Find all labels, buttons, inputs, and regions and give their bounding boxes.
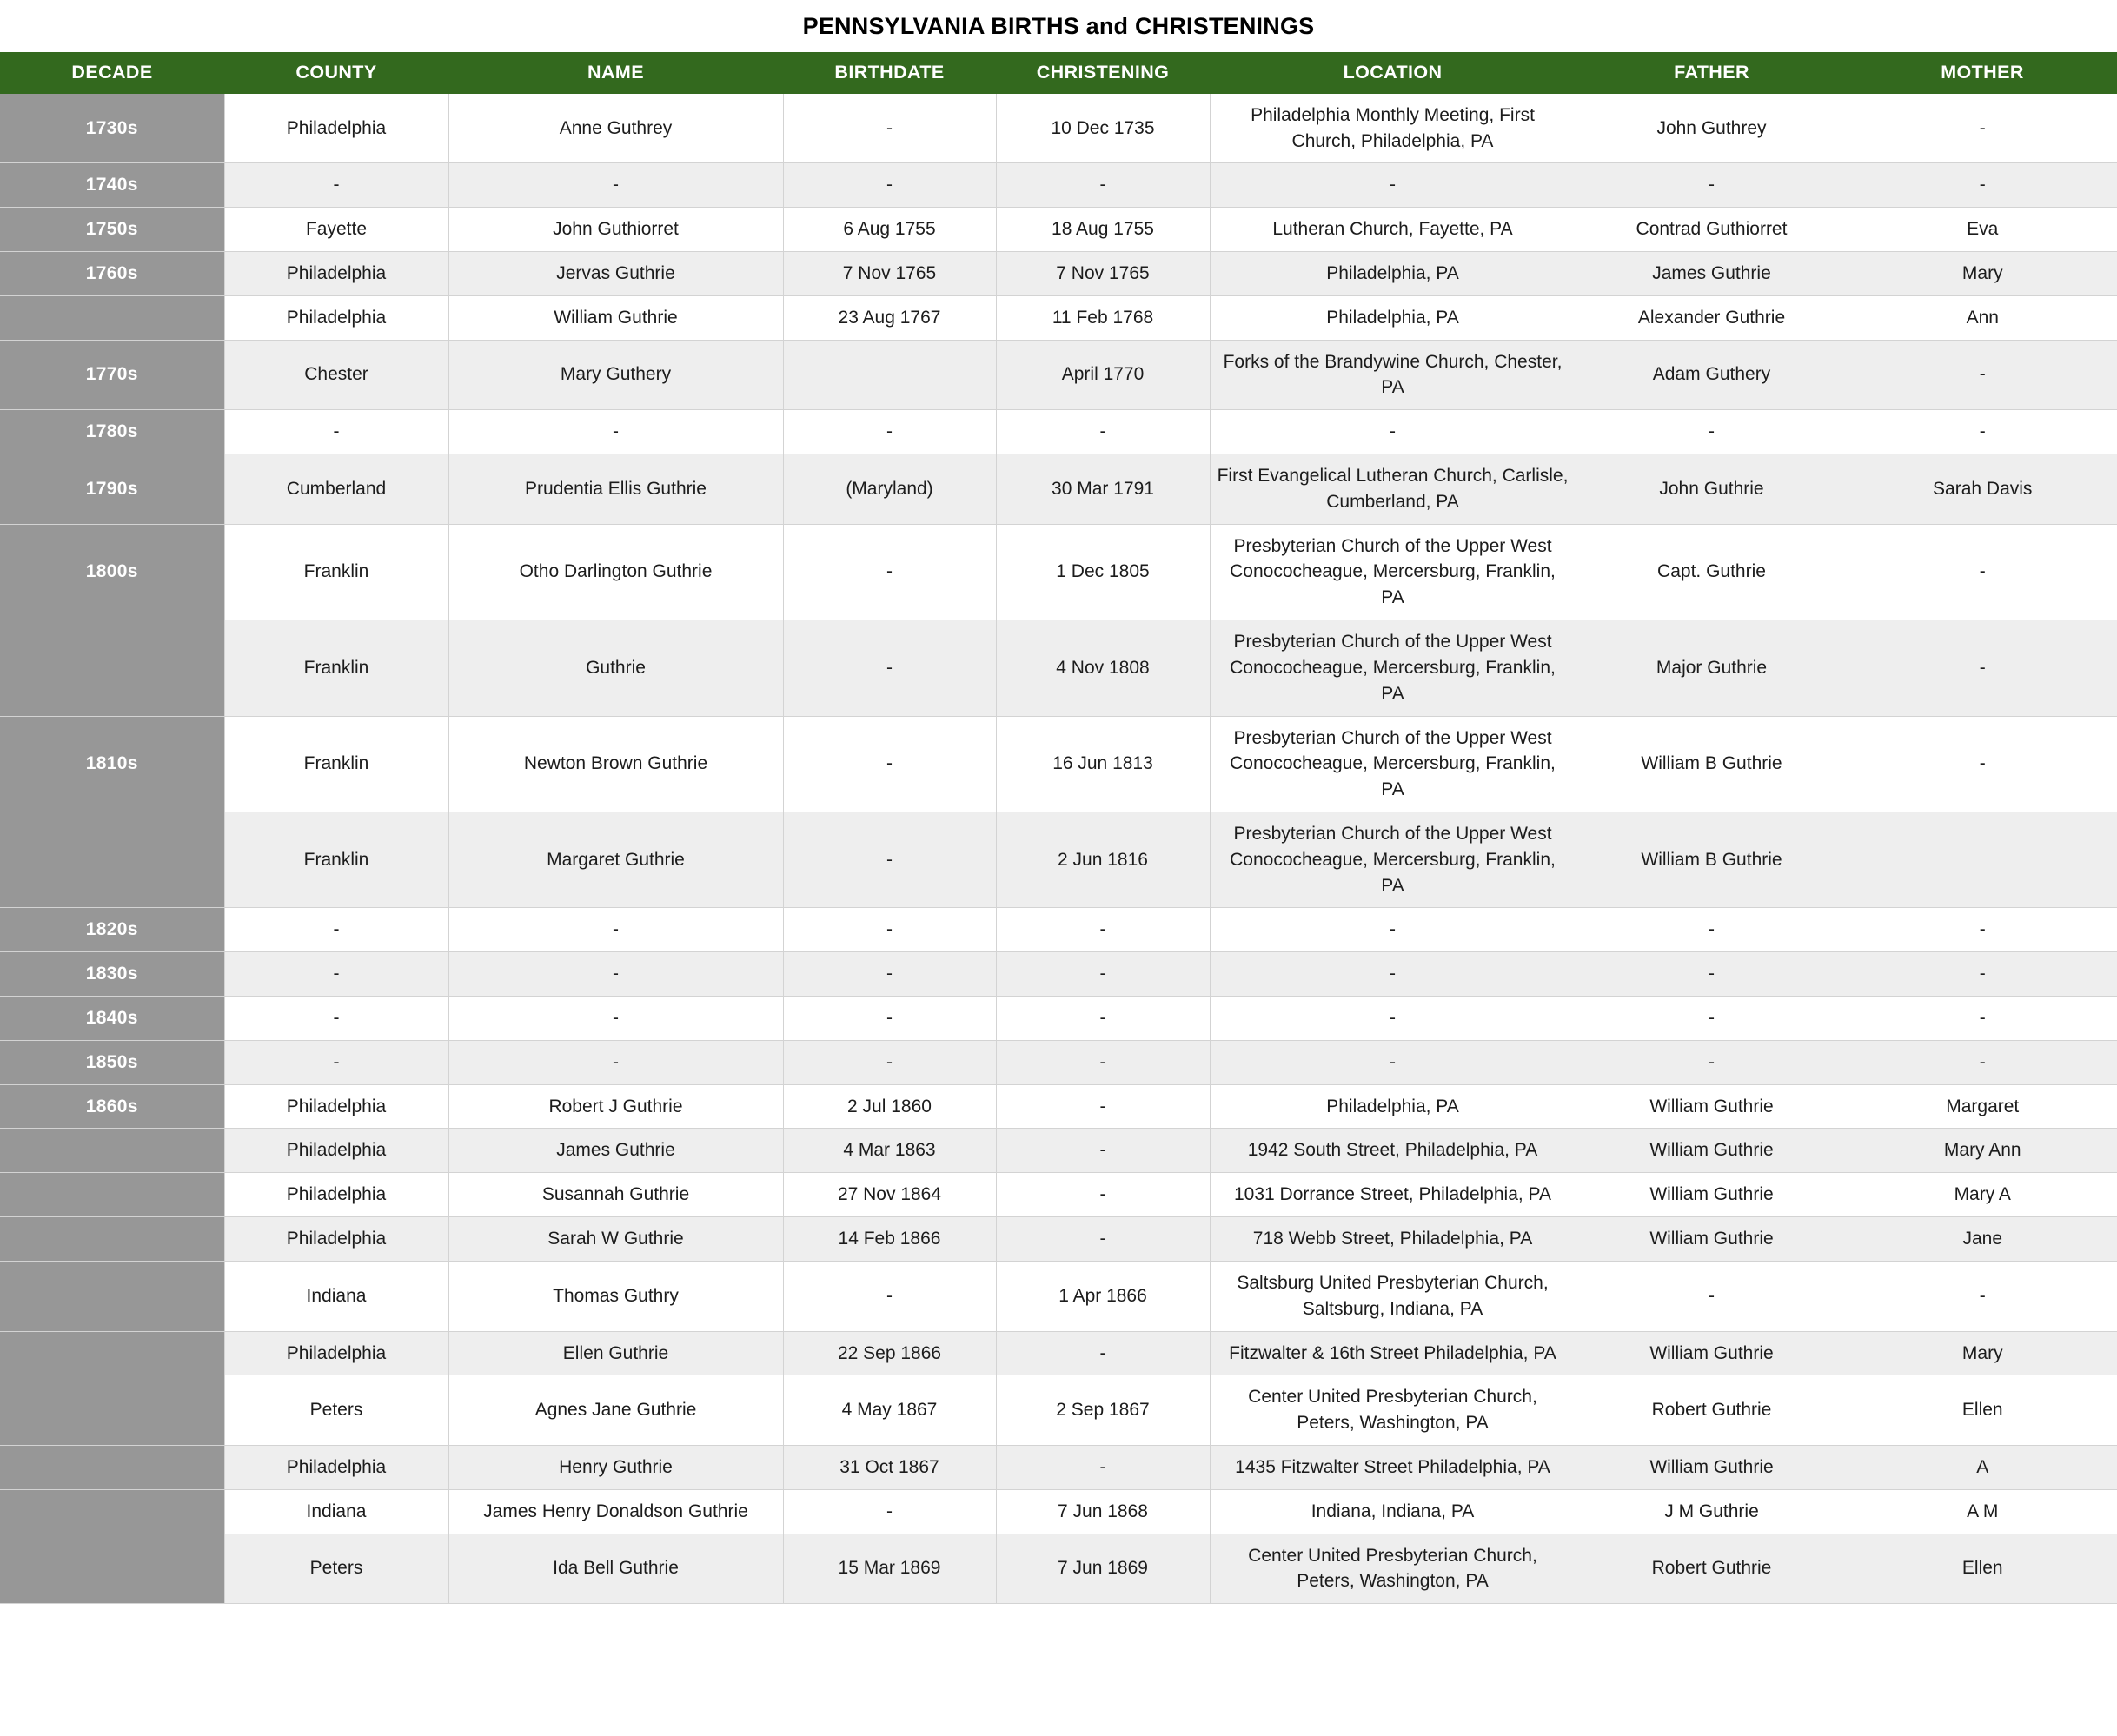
table-row [0,1375,2117,1446]
cell-christening: - [996,952,1210,997]
decade-spacer [0,1445,224,1489]
cell-location: - [1210,908,1576,952]
table-row [0,1040,2117,1084]
cell-county: Fayette [224,208,448,252]
decade-spacer [0,1217,224,1262]
cell-father: William Guthrie [1576,1173,1848,1217]
cell-father: - [1576,1040,1848,1084]
cell-father: James Guthrie [1576,251,1848,295]
cell-name: James Henry Donaldson Guthrie [448,1489,783,1534]
cell-mother: Jane [1848,1217,2117,1262]
cell-name: Prudentia Ellis Guthrie [448,454,783,525]
cell-name: Thomas Guthry [448,1261,783,1331]
column-header-christening[interactable]: CHRISTENING [996,52,1210,94]
cell-location: Presbyterian Church of the Upper West Conococheague, Mercersburg, Franklin, PA [1210,524,1576,620]
cell-birthdate: - [783,94,996,163]
table-row [0,908,2117,952]
cell-county: Philadelphia [224,1173,448,1217]
cell-birthdate: 27 Nov 1864 [783,1173,996,1217]
cell-location: - [1210,997,1576,1041]
cell-name: Susannah Guthrie [448,1173,783,1217]
table-row [0,251,2117,295]
cell-christening: 4 Nov 1808 [996,620,1210,716]
cell-location: - [1210,163,1576,208]
cell-name: Ida Bell Guthrie [448,1534,783,1604]
cell-father: Contrad Guthiorret [1576,208,1848,252]
table-body [0,94,2117,1604]
cell-christening: 10 Dec 1735 [996,94,1210,163]
cell-name: Mary Guthery [448,340,783,410]
cell-mother: - [1848,716,2117,812]
cell-christening: April 1770 [996,340,1210,410]
column-header-mother[interactable]: MOTHER [1848,52,2117,94]
cell-mother: A [1848,1445,2117,1489]
decade-label: 1810s [0,716,224,812]
cell-father: John Guthrey [1576,94,1848,163]
cell-county: - [224,1040,448,1084]
cell-location: 1942 South Street, Philadelphia, PA [1210,1129,1576,1173]
decade-label: 1770s [0,340,224,410]
cell-father: Major Guthrie [1576,620,1848,716]
cell-mother: - [1848,1261,2117,1331]
cell-birthdate [783,340,996,410]
table-header [0,52,2117,94]
cell-birthdate: - [783,1040,996,1084]
cell-county: Chester [224,340,448,410]
column-header-father[interactable]: FATHER [1576,52,1848,94]
table-row [0,952,2117,997]
cell-birthdate: - [783,997,996,1041]
table-row [0,1331,2117,1375]
cell-christening: - [996,1084,1210,1129]
cell-county: Franklin [224,620,448,716]
cell-mother: Mary [1848,1331,2117,1375]
cell-county: Franklin [224,524,448,620]
cell-christening: 7 Jun 1869 [996,1534,1210,1604]
table-row [0,1534,2117,1604]
cell-christening: - [996,1217,1210,1262]
cell-location: Presbyterian Church of the Upper West Conococheague, Mercersburg, Franklin, PA [1210,812,1576,907]
cell-county: Franklin [224,812,448,907]
cell-birthdate: 23 Aug 1767 [783,295,996,340]
cell-mother: Ann [1848,295,2117,340]
cell-christening: - [996,1445,1210,1489]
cell-name: Anne Guthrey [448,94,783,163]
cell-father: William Guthrie [1576,1084,1848,1129]
cell-christening: 1 Dec 1805 [996,524,1210,620]
cell-name: - [448,163,783,208]
page-title: PENNSYLVANIA BIRTHS and CHRISTENINGS [802,13,1315,39]
cell-county: - [224,163,448,208]
cell-father: William B Guthrie [1576,716,1848,812]
cell-county: Philadelphia [224,1129,448,1173]
cell-christening: - [996,163,1210,208]
cell-location: Philadelphia Monthly Meeting, First Church, Philadelphia, PA [1210,94,1576,163]
cell-mother: - [1848,94,2117,163]
column-header-birthdate[interactable]: BIRTHDATE [783,52,996,94]
cell-birthdate: - [783,1489,996,1534]
decade-label: 1750s [0,208,224,252]
cell-location: Presbyterian Church of the Upper West Conococheague, Mercersburg, Franklin, PA [1210,716,1576,812]
table-row [0,163,2117,208]
cell-birthdate: - [783,716,996,812]
cell-name: Margaret Guthrie [448,812,783,907]
table-row [0,524,2117,620]
cell-mother: - [1848,340,2117,410]
cell-name: - [448,908,783,952]
cell-mother: - [1848,524,2117,620]
cell-father: John Guthrie [1576,454,1848,525]
table-row [0,1489,2117,1534]
cell-mother: - [1848,163,2117,208]
cell-mother: - [1848,620,2117,716]
cell-name: Guthrie [448,620,783,716]
cell-birthdate: 22 Sep 1866 [783,1331,996,1375]
cell-birthdate: - [783,620,996,716]
cell-father: - [1576,908,1848,952]
cell-county: Philadelphia [224,295,448,340]
cell-name: - [448,1040,783,1084]
cell-location: Philadelphia, PA [1210,295,1576,340]
table-row [0,295,2117,340]
decade-label: 1790s [0,454,224,525]
cell-father: - [1576,410,1848,454]
decade-spacer [0,1331,224,1375]
cell-county: - [224,997,448,1041]
cell-birthdate: - [783,908,996,952]
cell-location: Presbyterian Church of the Upper West Conococheague, Mercersburg, Franklin, PA [1210,620,1576,716]
cell-birthdate: 4 Mar 1863 [783,1129,996,1173]
cell-father: - [1576,1261,1848,1331]
cell-location: Indiana, Indiana, PA [1210,1489,1576,1534]
decade-spacer [0,1489,224,1534]
decade-label: 1800s [0,524,224,620]
cell-mother: Sarah Davis [1848,454,2117,525]
cell-name: Agnes Jane Guthrie [448,1375,783,1446]
cell-christening: - [996,908,1210,952]
cell-name: James Guthrie [448,1129,783,1173]
table-row [0,997,2117,1041]
cell-father: Adam Guthery [1576,340,1848,410]
cell-father: William Guthrie [1576,1129,1848,1173]
cell-birthdate: - [783,524,996,620]
decade-spacer [0,295,224,340]
cell-christening: 11 Feb 1768 [996,295,1210,340]
cell-birthdate: 4 May 1867 [783,1375,996,1446]
table-row [0,94,2117,163]
cell-christening: - [996,997,1210,1041]
column-header-decade[interactable]: DECADE [0,52,224,94]
cell-mother: - [1848,997,2117,1041]
table-header-row [0,52,2117,94]
cell-mother: Eva [1848,208,2117,252]
table-row [0,1129,2117,1173]
cell-birthdate: 31 Oct 1867 [783,1445,996,1489]
decade-spacer [0,812,224,907]
cell-location: 718 Webb Street, Philadelphia, PA [1210,1217,1576,1262]
decade-label: 1740s [0,163,224,208]
cell-name: Sarah W Guthrie [448,1217,783,1262]
table-row [0,410,2117,454]
cell-name: Jervas Guthrie [448,251,783,295]
cell-location: Saltsburg United Presbyterian Church, Saltsburg, Indiana, PA [1210,1261,1576,1331]
cell-location: 1435 Fitzwalter Street Philadelphia, PA [1210,1445,1576,1489]
cell-name: Robert J Guthrie [448,1084,783,1129]
decade-label: 1760s [0,251,224,295]
column-header-county[interactable]: COUNTY [224,52,448,94]
cell-birthdate: 7 Nov 1765 [783,251,996,295]
cell-mother: Ellen [1848,1534,2117,1604]
decade-label: 1850s [0,1040,224,1084]
cell-name: Henry Guthrie [448,1445,783,1489]
cell-location: Fitzwalter & 16th Street Philadelphia, PA [1210,1331,1576,1375]
cell-mother: - [1848,908,2117,952]
decade-spacer [0,1129,224,1173]
cell-mother: Mary [1848,251,2117,295]
cell-county: Philadelphia [224,1445,448,1489]
cell-christening: 18 Aug 1755 [996,208,1210,252]
cell-county: Peters [224,1375,448,1446]
cell-name: - [448,410,783,454]
cell-birthdate: 14 Feb 1866 [783,1217,996,1262]
cell-county: - [224,952,448,997]
decade-spacer [0,1534,224,1604]
column-header-location[interactable]: LOCATION [1210,52,1576,94]
cell-location: - [1210,952,1576,997]
cell-christening: - [996,410,1210,454]
cell-father: J M Guthrie [1576,1489,1848,1534]
cell-christening: - [996,1173,1210,1217]
decade-label: 1780s [0,410,224,454]
cell-location: Lutheran Church, Fayette, PA [1210,208,1576,252]
cell-mother [1848,812,2117,907]
cell-county: Philadelphia [224,1084,448,1129]
cell-name: William Guthrie [448,295,783,340]
decade-label: 1820s [0,908,224,952]
cell-county: - [224,410,448,454]
cell-county: Philadelphia [224,1331,448,1375]
cell-mother: Margaret [1848,1084,2117,1129]
cell-location: Forks of the Brandywine Church, Chester, PA [1210,340,1576,410]
cell-christening: 7 Jun 1868 [996,1489,1210,1534]
decade-spacer [0,1261,224,1331]
cell-county: Peters [224,1534,448,1604]
cell-mother: - [1848,410,2117,454]
cell-location: Philadelphia, PA [1210,251,1576,295]
cell-christening: 2 Jun 1816 [996,812,1210,907]
cell-father: William Guthrie [1576,1445,1848,1489]
cell-christening: 7 Nov 1765 [996,251,1210,295]
cell-birthdate: - [783,812,996,907]
table-row [0,208,2117,252]
cell-name: Otho Darlington Guthrie [448,524,783,620]
table-row [0,1445,2117,1489]
cell-county: Cumberland [224,454,448,525]
decade-spacer [0,1173,224,1217]
cell-birthdate: - [783,952,996,997]
decade-label: 1840s [0,997,224,1041]
table-row [0,340,2117,410]
cell-christening: - [996,1129,1210,1173]
cell-father: Robert Guthrie [1576,1375,1848,1446]
cell-name: Newton Brown Guthrie [448,716,783,812]
cell-birthdate: 15 Mar 1869 [783,1534,996,1604]
cell-birthdate: 6 Aug 1755 [783,208,996,252]
cell-birthdate: 2 Jul 1860 [783,1084,996,1129]
cell-county: Philadelphia [224,1217,448,1262]
cell-mother: Mary A [1848,1173,2117,1217]
cell-county: Franklin [224,716,448,812]
cell-father: - [1576,163,1848,208]
table-row [0,716,2117,812]
cell-christening: 16 Jun 1813 [996,716,1210,812]
cell-birthdate: - [783,1261,996,1331]
cell-mother: - [1848,952,2117,997]
table-row [0,1084,2117,1129]
cell-county: - [224,908,448,952]
cell-father: Alexander Guthrie [1576,295,1848,340]
cell-father: - [1576,952,1848,997]
cell-name: Ellen Guthrie [448,1331,783,1375]
cell-county: Indiana [224,1261,448,1331]
cell-christening: 1 Apr 1866 [996,1261,1210,1331]
cell-name: - [448,952,783,997]
cell-county: Indiana [224,1489,448,1534]
table-row [0,620,2117,716]
cell-location: 1031 Dorrance Street, Philadelphia, PA [1210,1173,1576,1217]
table-row [0,812,2117,907]
cell-christening: 30 Mar 1791 [996,454,1210,525]
decade-spacer [0,620,224,716]
cell-county: Philadelphia [224,94,448,163]
cell-father: Robert Guthrie [1576,1534,1848,1604]
decade-spacer [0,1375,224,1446]
cell-father: Capt. Guthrie [1576,524,1848,620]
table-row [0,1261,2117,1331]
cell-birthdate: (Maryland) [783,454,996,525]
cell-birthdate: - [783,410,996,454]
decade-label: 1730s [0,94,224,163]
cell-county: Philadelphia [224,251,448,295]
cell-father: William B Guthrie [1576,812,1848,907]
cell-location: Center United Presbyterian Church, Peters, Washington, PA [1210,1534,1576,1604]
cell-father: William Guthrie [1576,1331,1848,1375]
cell-location: Philadelphia, PA [1210,1084,1576,1129]
cell-mother: Ellen [1848,1375,2117,1446]
cell-birthdate: - [783,163,996,208]
cell-name: John Guthiorret [448,208,783,252]
cell-name: - [448,997,783,1041]
table-row [0,454,2117,525]
cell-location: - [1210,1040,1576,1084]
column-header-name[interactable]: NAME [448,52,783,94]
cell-location: Center United Presbyterian Church, Peters, Washington, PA [1210,1375,1576,1446]
decade-label: 1830s [0,952,224,997]
cell-mother: Mary Ann [1848,1129,2117,1173]
cell-father: - [1576,997,1848,1041]
cell-christening: - [996,1040,1210,1084]
cell-christening: 2 Sep 1867 [996,1375,1210,1446]
cell-location: First Evangelical Lutheran Church, Carlisle, Cumberland, PA [1210,454,1576,525]
cell-mother: - [1848,1040,2117,1084]
births-christenings-table [0,52,2117,1605]
cell-mother: A M [1848,1489,2117,1534]
decade-label: 1860s [0,1084,224,1129]
cell-father: William Guthrie [1576,1217,1848,1262]
cell-location: - [1210,410,1576,454]
cell-christening: - [996,1331,1210,1375]
table-row [0,1217,2117,1262]
table-row [0,1173,2117,1217]
